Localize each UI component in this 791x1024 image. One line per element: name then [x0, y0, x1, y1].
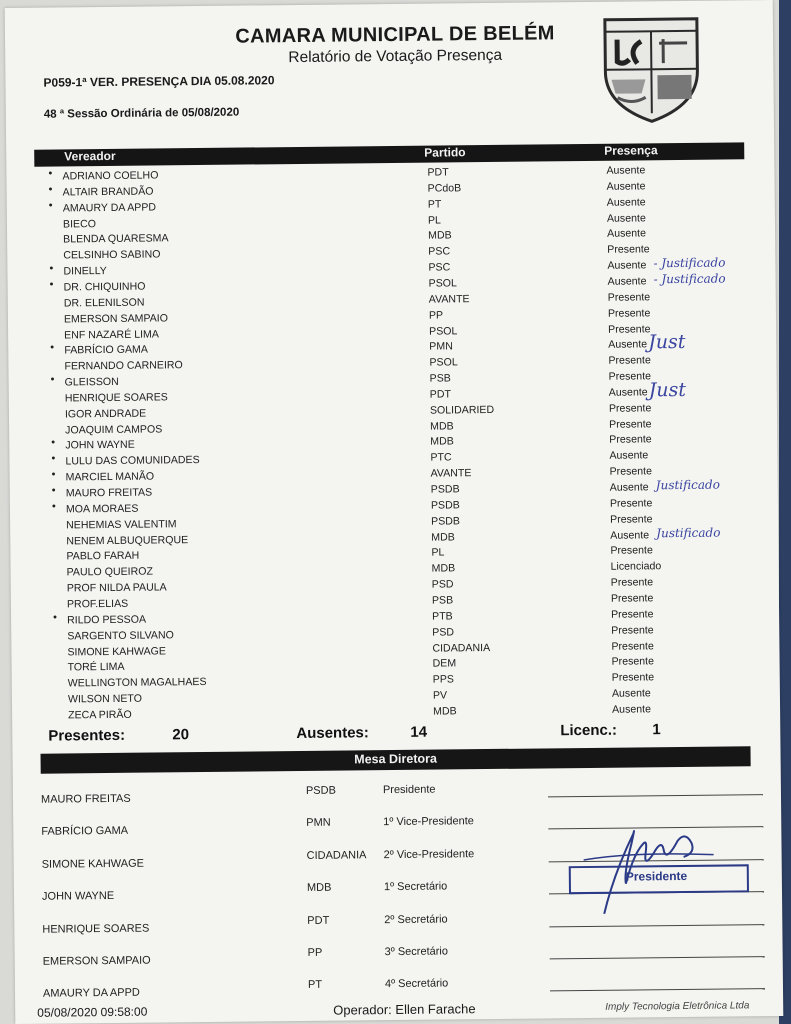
presenca-cell: Ausente [606, 196, 646, 209]
presenca-cell: Presente [608, 370, 652, 383]
footer-operator: Operador: Ellen Farache [333, 1001, 476, 1018]
mesa-member-name: JOHN WAYNE [41, 890, 115, 903]
presenca-cell: Presente [611, 671, 655, 684]
mesa-row [13, 778, 791, 816]
partido-cell: PPS [432, 673, 455, 686]
mesa-member-party: MDB [306, 881, 332, 895]
vereador-name: SIMONE KAHWAGE [67, 644, 167, 658]
row-mark: • [53, 611, 58, 624]
mesa-member-name: MAURO FREITAS [40, 792, 131, 806]
partido-cell: PSDB [430, 483, 460, 496]
mesa-member-role: 4º Secretário [384, 977, 449, 991]
mesa-member-name: SIMONE KAHWAGE [41, 857, 145, 871]
document-sheet [5, 0, 784, 1024]
handwritten-note: Justificado [656, 525, 721, 540]
partido-cell: PL [431, 546, 445, 560]
presenca-cell: Presente [607, 291, 651, 304]
vereador-name: NENEM ALBUQUERQUE [66, 533, 189, 547]
mesa-row [15, 940, 791, 978]
presenca-cell: Presente [611, 608, 654, 621]
partido-cell: PSOL [429, 324, 458, 338]
row-mark: • [50, 373, 55, 386]
presentes-label: Presentes: [48, 726, 126, 745]
row-mark: • [48, 199, 53, 212]
row-mark: • [51, 452, 56, 465]
vereador-name: ZECA PIRÃO [68, 708, 132, 722]
vereador-name: RILDO PESSOA [67, 613, 147, 627]
partido-cell: PP [428, 309, 444, 322]
mesa-member-role: 2º Secretário [384, 913, 448, 926]
presenca-cell: Ausente [608, 338, 648, 352]
partido-cell: MDB [428, 229, 452, 243]
handwritten-note: Just [648, 331, 686, 354]
vereador-name: DR. CHIQUINHO [63, 280, 146, 294]
col-header-vereador: Vereador [64, 148, 116, 164]
handwritten-note: Just [648, 378, 687, 402]
row-mark: • [49, 278, 54, 291]
mesa-member-name: HENRIQUE SOARES [42, 922, 150, 936]
mesa-member-role: 1º Secretário [383, 880, 448, 894]
vereador-name: DR. ELENILSON [63, 296, 145, 310]
vereador-name: PAULO QUEIROZ [66, 565, 154, 579]
partido-cell: PSD [432, 626, 455, 639]
presenca-cell: Ausente [606, 211, 646, 225]
mesa-member-party: PMN [306, 817, 331, 830]
presenca-cell: Ausente [606, 164, 646, 177]
presenca-cell: Ausente [611, 687, 651, 700]
partido-cell: MDB [430, 435, 454, 449]
partido-cell: PSB [429, 372, 451, 385]
presenca-cell: Presente [610, 592, 654, 605]
partido-cell: PV [432, 689, 448, 702]
vereador-name: ALTAIR BRANDÃO [62, 185, 154, 199]
vereador-name: IGOR ANDRADE [64, 407, 147, 421]
ausentes-label: Ausentes: [296, 724, 369, 743]
president-stamp-label: Presidente [625, 868, 688, 884]
partido-cell: PSC [428, 245, 451, 258]
row-mark: • [51, 436, 56, 450]
presentes-count: 20 [172, 726, 190, 744]
presenca-cell: Presente [607, 306, 651, 320]
mesa-member-role: 1º Vice-Presidente [383, 815, 474, 829]
vereador-name: DINELLY [63, 265, 107, 278]
presenca-cell: Presente [608, 322, 651, 336]
vereador-name: HENRIQUE SOARES [64, 391, 168, 405]
licenc-count: 1 [652, 721, 661, 739]
vereador-name: BIECO [62, 217, 96, 230]
vereador-name: MOA MORAES [65, 502, 139, 516]
vereador-name: BLENDA QUARESMA [63, 232, 169, 246]
document-title: CAMARA MUNICIPAL DE BELÉM [235, 22, 555, 48]
mesa-member-party: PDT [307, 914, 330, 927]
handwritten-note: - Justificado [653, 255, 726, 271]
partido-cell: PSOL [428, 277, 457, 290]
partido-cell: AVANTE [428, 292, 470, 306]
vereador-name: JOAQUIM CAMPOS [65, 423, 163, 437]
presenca-cell: Presente [609, 433, 652, 447]
presenca-cell: Presente [609, 417, 652, 431]
presenca-cell: Presente [609, 497, 653, 510]
mesa-member-role: Presidente [382, 783, 436, 797]
partido-cell: PL [427, 214, 441, 227]
presenca-cell: Presente [607, 243, 650, 257]
vereador-name: GLEISSON [64, 375, 119, 389]
vereador-name: WELLINGTON MAGALHAES [67, 676, 207, 690]
vereador-name: MARCIEL MANÃO [65, 470, 155, 484]
partido-cell: AVANTE [430, 467, 472, 480]
row-mark: • [50, 341, 55, 354]
mesa-member-party: PSDB [305, 784, 336, 797]
mesa-member-party: PP [307, 946, 323, 959]
partido-cell: PSDB [430, 499, 460, 512]
mesa-member-name: EMERSON SAMPAIO [42, 954, 151, 968]
mesa-member-party: PT [307, 979, 323, 992]
vereador-name: ENF NAZARÉ LIMA [64, 327, 159, 341]
signature-line [549, 924, 764, 927]
signature-line [550, 956, 765, 959]
partido-cell: PT [427, 198, 442, 211]
presenca-cell: Ausente [607, 259, 647, 272]
vereador-name: PROF.ELIAS [66, 597, 129, 611]
partido-cell: SOLIDARIED [429, 403, 495, 417]
presenca-cell: Presente [611, 623, 654, 637]
col-header-partido: Partido [424, 145, 466, 160]
footer-company: Imply Tecnologia Eletrônica Ltda [605, 1000, 750, 1013]
vereador-name: LULU DAS COMUNIDADES [65, 454, 200, 468]
partido-cell: PSC [428, 261, 451, 274]
mesa-member-party: CIDADANIA [306, 849, 367, 862]
partido-cell: PSDB [431, 514, 461, 528]
vereador-name: WILSON NETO [67, 692, 142, 706]
presenca-cell: Ausente [606, 180, 646, 193]
city-crest-icon [597, 13, 706, 126]
partido-cell: PTB [432, 610, 453, 623]
presenca-cell: Licenciado [610, 560, 662, 573]
presenca-cell: Presente [609, 465, 653, 478]
row-mark: • [48, 167, 53, 180]
presenca-cell: Ausente [610, 528, 650, 542]
mesa-title: Mesa Diretora [354, 751, 438, 767]
mesa-member-role: 3º Secretário [384, 945, 448, 959]
presenca-cell: Presente [608, 402, 652, 415]
vereador-name: CELSINHO SABINO [63, 248, 161, 262]
row-mark: • [49, 262, 54, 275]
presenca-cell: Ausente [608, 386, 648, 399]
row-mark: • [51, 484, 56, 497]
vereador-name: FERNANDO CARNEIRO [64, 359, 183, 373]
vereador-name: FABRÍCIO GAMA [64, 343, 148, 357]
partido-cell: PDT [427, 166, 449, 179]
presenca-cell: Presente [610, 576, 654, 589]
partido-cell: PDT [429, 388, 452, 401]
presenca-cell: Presente [611, 639, 654, 653]
vereador-name: JOHN WAYNE [65, 439, 135, 452]
signature-line [548, 794, 763, 797]
presenca-cell: Ausente [607, 227, 647, 241]
partido-cell: MDB [433, 705, 457, 718]
ausentes-count: 14 [410, 723, 428, 741]
vereador-name: EMERSON SAMPAIO [63, 311, 169, 326]
document-subtitle: Relatório de Votação Presença [288, 46, 503, 67]
vereador-name: PROF NILDA PAULA [66, 581, 167, 595]
mesa-member-name: AMAURY DA APPD [42, 987, 140, 1001]
partido-cell: PMN [429, 340, 453, 353]
partido-cell: MDB [430, 419, 454, 433]
footer-datetime: 05/08/2020 09:58:00 [37, 1004, 148, 1020]
signature-line [550, 989, 765, 992]
partido-cell: DEM [432, 657, 457, 670]
presenca-cell: Ausente [609, 481, 649, 494]
row-mark: • [48, 183, 53, 196]
row-mark: • [51, 500, 56, 513]
partido-cell: PSOL [429, 356, 458, 369]
presenca-cell: Presente [608, 354, 651, 367]
partido-cell: MDB [431, 530, 455, 544]
vereador-name: AMAURY DA APPD [62, 201, 157, 215]
presenca-cell: Presente [610, 544, 653, 558]
vereador-name: SARGENTO SILVANO [67, 628, 174, 643]
presenca-cell: Presente [610, 512, 653, 526]
presenca-cell: Ausente [609, 449, 649, 463]
vereador-name: ADRIANO COELHO [62, 169, 159, 183]
presenca-cell: Ausente [607, 275, 647, 288]
partido-cell: PSD [431, 578, 454, 591]
session-title: 48 ª Sessão Ordinária de 05/08/2020 [43, 106, 240, 121]
licenc-label: Licenc.: [560, 721, 618, 740]
presenca-cell: Presente [611, 655, 655, 669]
mesa-member-name: FABRÍCIO GAMA [41, 825, 129, 839]
vereador-name: NEHEMIAS VALENTIM [66, 517, 177, 532]
vereador-name: MAURO FREITAS [65, 486, 153, 500]
col-header-presenca: Presença [604, 143, 658, 158]
row-mark: • [51, 468, 56, 481]
partido-cell: PTC [430, 451, 452, 464]
handwritten-note: Justificado [655, 477, 720, 493]
partido-cell: PCdoB [427, 182, 462, 195]
vereador-name: PABLO FARAH [66, 550, 140, 563]
vereador-name: TORÉ LIMA [67, 661, 125, 674]
presenca-cell: Ausente [612, 703, 652, 716]
report-reference: P059-1ª VER. PRESENÇA DIA 05.08.2020 [43, 73, 275, 90]
mesa-member-role: 2º Vice-Presidente [383, 847, 475, 861]
partido-cell: MDB [431, 562, 456, 575]
handwritten-note: - Justificado [653, 271, 726, 287]
partido-cell: CIDADANIA [432, 641, 491, 655]
partido-cell: PSB [431, 594, 454, 607]
